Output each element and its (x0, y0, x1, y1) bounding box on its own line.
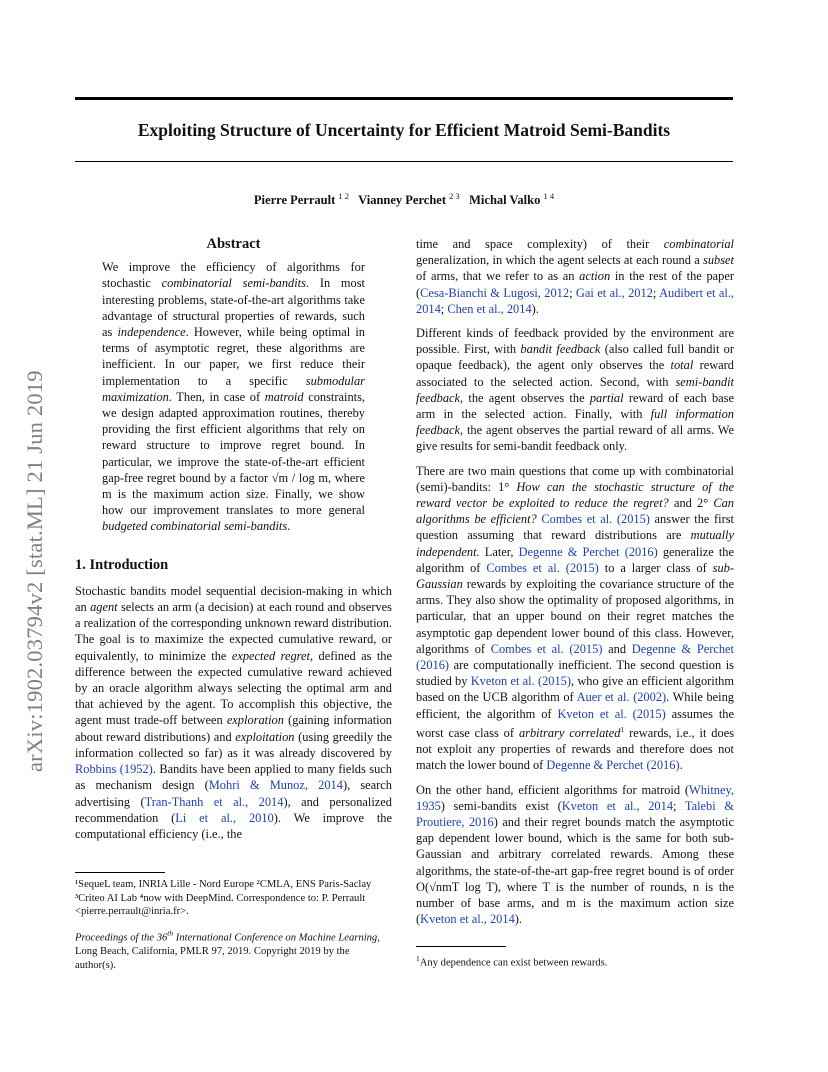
intro-paragraph-4: On the other hand, efficient algorithms for matroid (Whitney, 1935) semi-bandits exist (Kveton et al., 2014; Talebi & Proutiere, 2016) and their regret bounds match the asymptotic gap dependent lower bound, which is the same for both sub-Gaussian and arbitrary correlated rewards. Among these algorithms, the state-of-the-art gap-free regret bound is of order O(√nmT log T), where T is the number of rounds, n is the number of base arms, and m is the maximum action size (Kveton et al., 2014). (416, 782, 734, 927)
citation-link[interactable]: Chen et al., 2014 (447, 301, 532, 316)
top-rule (75, 97, 733, 100)
citation-link[interactable]: Kveton et al., 2014 (561, 798, 674, 813)
abstract-heading: Abstract (206, 236, 261, 252)
math-expression: √m / log m (271, 470, 328, 485)
math-expression: O(√nmT log T) (416, 879, 498, 894)
footnote-rule (416, 946, 506, 947)
citation-link[interactable]: Talebi & Proutiere, 2016 (416, 798, 734, 830)
left-footnotes (75, 872, 392, 980)
citation-link[interactable]: Li et al., 2010 (175, 810, 274, 825)
author-name: Pierre Perrault (253, 193, 336, 208)
citation-link[interactable]: Auer et al. (2002) (576, 690, 667, 705)
citation-link[interactable]: Gai et al., 2012 (575, 285, 653, 300)
abstract-text: We improve the efficiency of algorithms for stochastic combinatorial semi-bandits. In most interesting problems, state-of-the-art algorithms take advantage of structural properties of rewards, such as independence. However, while being optimal in terms of asymptotic regret, these algorithms are inefficient. In our paper, we first reduce their implementation to a specific submodular maximization. Then, in case of matroid constraints, we design adapted approximation routines, thereby providing the first efficient algorithms that rely on reward structure to improve regret bound. In particular, we improve the state-of-the-art efficient gap-free regret bound by a factor √m / log m, where m is the maximum action size. Finally, we show how our improvement translates to more general budgeted combinatorial semi-bandits. (102, 260, 366, 534)
bottom-rule (75, 161, 733, 162)
footnote-marker[interactable]: 1 (620, 724, 625, 734)
citation-link[interactable]: Tran-Thanh et al., 2014 (144, 794, 284, 809)
intro-paragraph-1: Stochastic bandits model sequential decision-making in which an agent selects an arm (a decision) at each round and observes a realization of the corresponding unknown reward distribution. The goal is to maximize the expected cumulative reward, or equivalently, to minimize the expected regret, defined as the difference between the expected cumulative reward achieved by an oracle algorithm always selecting the optimal arm and that achieved by the agent. To accomplish this objective, the agent must trade-off between exploration (gaining information about reward distributions) and exploitation (using greedily the information collected so far) as it was already discovered by Robbins (1952). Bandits have been applied to many fields such as mechanism design (Mohri & Munoz, 2014), search advertising (Tran-Thanh et al., 2014), and personalized recommendation (Li et al., 2010). We improve the computational efficiency (i.e., the (75, 583, 393, 841)
author-name: Vianney Perchet (358, 193, 446, 208)
footnote-1: $^1$Any dependence can exist between rewards. (416, 954, 608, 969)
citation-link[interactable]: Whitney, 1935 (416, 782, 734, 813)
citation-link[interactable]: Combes et al. (2015) (490, 641, 603, 656)
intro-paragraph-3: There are two main questions that come up with combinatorial (semi)-bandits: 1° How can the stochastic structure of the reward vector be exploited to reduce the regret? and 2° Can algorithms be efficient? Combes et al. (2015) answer the first question assuming that reward distributions are mutually independent. Later, Degenne & Perchet (2016) generalize the algorithm of Combes et al. (2015) to a larger class of sub-Gaussian rewards by exploiting the covariance structure of the arms. They also show the optimality of proposed algorithms, in particular, that an upper bound on their regret matches the asymptotic gap dependent lower bound of this class. However, algorithms of Combes et al. (2015) and Degenne & Perchet (2016) are computationally inefficient. The second question is studied by Kveton et al. (2015), who give an efficient algorithm based on the UCB algorithm of Auer et al. (2002). While being efficient, the algorithm of Kveton et al. (2015) assumes the worst case class of arbitrary correlated$^1$ rewards, i.e., it does not exploit any properties of rewards and therefore does not match the lower bound of Degenne & Perchet (2016). (416, 463, 735, 773)
intro-paragraph-2: Different kinds of feedback provided by the environment are possible. First, with bandit feedback (also called full bandit or opaque feedback), the agent only observes the total reward associated to the selected action. Second, with semi-bandit feedback, the agent observes the partial reward of each base arm in the selected action. Finally, with full information feedback, the agent observes the partial reward of all arms. We give results for semi-bandit feedback only. (416, 326, 734, 454)
citation-link[interactable]: Audibert et al., 2014 (416, 285, 735, 316)
author-affiliation: 2 3 (449, 191, 460, 201)
arxiv-identifier: arXiv:1902.03794v2 [stat.ML] 21 Jun 2019 (22, 370, 47, 772)
affiliations-footnote: ¹SequeL team, INRIA Lille - Nord Europe ²CMLA, ENS Paris-Saclay ³Criteo AI Lab ⁴now with DeepMind. Correspondence to: P. Perrault <pierre.perrault@inria.fr>. (75, 879, 372, 918)
author-list (75, 191, 733, 208)
citation-link[interactable]: Degenne & Perchet (2016) (416, 641, 734, 673)
citation-link[interactable]: Robbins (1952) (75, 762, 153, 777)
author-name: Michal Valko (469, 193, 541, 208)
right-footnotes (416, 946, 734, 978)
citation-link[interactable]: Combes et al. (2015) (541, 512, 650, 527)
proceedings-footnote: Proceedings of the 36th International Conference on Machine Learning, Long Beach, California, PMLR 97, 2019. Copyright 2019 by the author(s). (75, 928, 380, 971)
citation-link[interactable]: Combes et al. (2015) (486, 560, 599, 575)
author-affiliation: 1 2 (338, 191, 349, 201)
citation-link[interactable]: Degenne & Perchet (2016) (546, 758, 680, 773)
right-column (416, 236, 734, 935)
paper-title: Exploiting Structure of Uncertainty for Efficient Matroid Semi-Bandits (137, 120, 671, 140)
citation-link[interactable]: Kveton et al., 2014 (420, 912, 515, 927)
footnote-rule (75, 872, 165, 873)
citation-link[interactable]: Kveton et al. (2015) (557, 706, 666, 721)
section-heading-introduction: 1. Introduction (75, 556, 169, 573)
intro-paragraph-1-continued: time and space complexity) of their combinatorial generalization, in which the agent selects at each round a subset of arms, that we refer to as an action in the rest of the paper (Cesa-Bianchi & Lugosi, 2012; Gai et al., 2012; Audibert et al., 2014; Chen et al., 2014). (416, 237, 735, 316)
citation-link[interactable]: Mohri & Munoz, 2014 (208, 778, 343, 793)
citation-link[interactable]: Degenne & Perchet (2016) (518, 544, 658, 559)
left-column (75, 236, 392, 850)
citation-link[interactable]: Cesa-Bianchi & Lugosi, 2012 (420, 285, 570, 300)
author-affiliation: 1 4 (543, 191, 555, 201)
citation-link[interactable]: Kveton et al. (2015) (470, 674, 571, 689)
